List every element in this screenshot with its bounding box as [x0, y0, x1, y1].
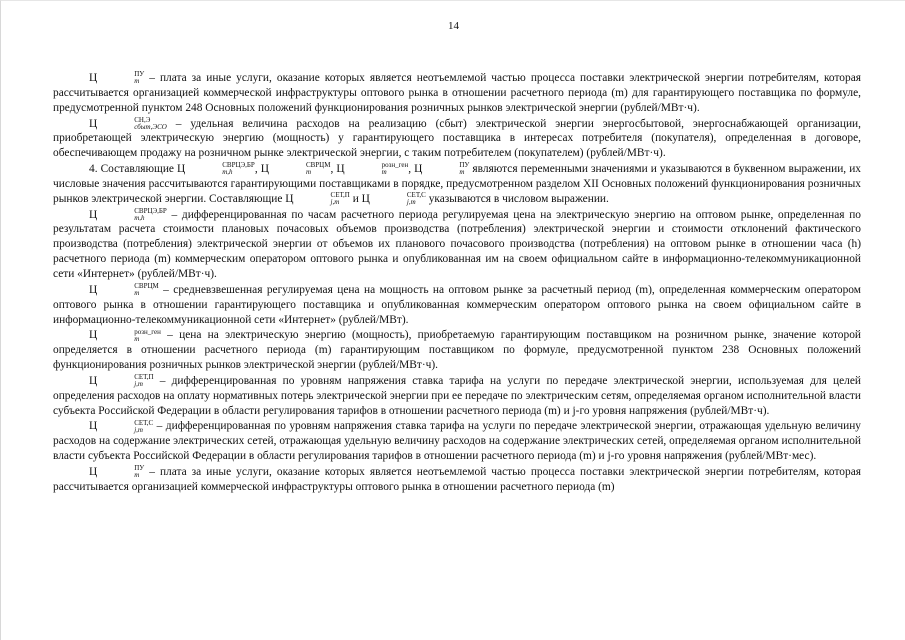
paragraph-text: – цена на электрическую энергию (мощность), приобретаемую гарантирующим поставщиком на розничном рынке, значение которой определяется в отношении расчетного периода (m) гарантирующим поставщиком по формуле, предусмотренной пунктом 238 Основных положений функционирования розничных рынков электрической энергии (рублей/МВт·ч).: [53, 329, 861, 372]
price-symbol: Ц СВРЦМ m: [260, 161, 331, 177]
symbol-subscript: m: [134, 334, 140, 343]
symbol-subscript: j,m: [134, 425, 143, 434]
paragraph-text: – средневзвешенная регулируемая цена на мощность на оптовом рынке за расчетный период (m), определенная коммерческим оператором оптового рынка в отношении гарантирующего поставщика и опубликованная коммерческим оператором оптового рынка на своем официальном сайте в информационно-телекоммуникационной сети «Интернет» (рублей/МВт).: [53, 283, 861, 326]
symbol-subscript: m,h: [134, 213, 145, 222]
symbol-superscript: СВРЦМ: [305, 161, 331, 170]
price-symbol: Ц СВРЦЭ,БР m,h: [177, 161, 255, 177]
paragraph-text: являются переменными значениями и указываются в буквенном выражении, их числовые значения рассчитываются гарантирующими поставщиками в порядке, предусмотренном разделом XII Основных положений функционирования розничных рынков электрической энергии. Составляющие: [53, 163, 861, 205]
paragraph-text: – дифференцированная по часам расчетного периода регулируемая цена на электрическую энергию на оптовом рынке, определенная по результатам расчета стоимости плановых почасовых объемов производства (потребления) электрической энергии и стоимости отклонений фактического производства (потребления) электрической энергии от объемов их планового почасового производства (потребления) на оптовом рынке в отношении часа (h) расчетного периода (m) коммерческим оператором оптового рынка и опубликованная им на своем официальном сайте в информационно-телекоммуникационной сети «Интернет» (рублей/МВт·ч).: [53, 208, 861, 280]
price-symbol: Ц ПУ m: [414, 161, 470, 177]
symbol-superscript: СВРЦМ: [134, 282, 159, 291]
paragraph-text: – плата за иные услуги, оказание которых является неотъемлемой частью процесса поставки электрической энергии потребителям, которая рассчитывается организацией коммерческой инфраструктуры оптового рынка в отношении расчетного периода (m) для гарантирующего поставщика по формуле, предусмотренной пунктом 248 Основных положений функционирования розничных рынков электрической энергии (рублей/МВт·ч).: [53, 72, 861, 114]
symbol-subscript: j,m: [330, 198, 340, 207]
paragraph: [53, 117, 861, 162]
paragraph: [53, 465, 861, 495]
symbol-superscript: СЕТ,П: [330, 191, 350, 200]
paragraph: [53, 374, 861, 419]
price-symbol: Ц СЕТ,С j,m: [89, 418, 154, 434]
symbol-subscript: m: [381, 168, 387, 177]
paragraph: [53, 208, 861, 282]
symbol-superscript: СЕТ,С: [406, 191, 426, 200]
price-symbol: Ц розн_ген m: [89, 327, 161, 343]
paragraph-text: – удельная величина расходов на реализацию (сбыт) электрической энергии энергосбытовой, энергоснабжающей организации, приобретающей электрическую энергию (мощность) у гарантирующего поставщика в интересах потребителя (покупателя), определенная в договоре, обеспечивающем продажу на розничном рынке электрической энергии, с таким потребителем (покупателем) (рублей/МВт·ч).: [53, 117, 861, 160]
symbol-superscript: ПУ: [134, 70, 145, 79]
price-symbol: Ц ПУ m: [89, 464, 145, 480]
symbol-subscript: m: [134, 471, 140, 480]
price-symbol: Ц СВРЦЭ,БР m,h: [89, 206, 167, 222]
symbol-subscript: m,h: [222, 168, 233, 177]
symbol-subscript: m: [134, 289, 140, 298]
symbol-superscript: ПУ: [134, 464, 145, 473]
symbol-subscript: j,m: [406, 198, 416, 207]
symbol-superscript: СВРЦЭ,БР: [134, 206, 167, 215]
symbol-subscript: m: [134, 77, 140, 86]
symbol-subscript: сбыт,ЭСО: [134, 122, 167, 131]
price-symbol: Ц СЕТ,С j,m: [361, 191, 426, 207]
paragraph: [53, 328, 861, 373]
paragraph: [53, 71, 861, 116]
page-number: 14: [448, 20, 459, 32]
paragraph: [53, 283, 861, 328]
price-symbol: Ц СЕТ,П j,m: [89, 373, 154, 389]
document-body: [53, 71, 861, 496]
price-symbol: Ц СВРЦМ m: [89, 282, 159, 298]
symbol-superscript: СВРЦЭ,БР: [222, 161, 255, 170]
paragraph: 4. Составляющие Ц СВРЦЭ,БР m,h , Ц СВРЦМ m , Ц розн_ген m , Ц ПУ m являются переменными значениями и указываются в буквенном выражении, их числовые значения рассчитываются гарантирующими поставщиками в порядке, предусмотренном разделом XII Основных положений функционирования розничных рынков электрической энергии. Составляющие Ц СЕТ,П j,m и Ц СЕТ,С j,m указываются в числовом выражении.: [53, 161, 861, 207]
symbol-subscript: j,m: [134, 380, 143, 389]
symbol-subscript: m: [305, 168, 311, 177]
price-symbol: Ц СН,Э сбыт,ЭСО: [89, 115, 167, 131]
paragraph: [53, 419, 861, 464]
price-symbol: Ц ПУ m: [89, 70, 145, 86]
paragraph-text: – дифференцированная по уровням напряжения ставка тарифа на услуги по передаче электрической энергии, отражающая удельную величину расходов на содержание электрических сетей, отражающая удельную величину расходов на содержание электрических сетей, определяемая органом исполнительной власти субъекта Российской Федерации в области регулирования тарифов в отношении расчетного периода (m) и j-го уровня напряжения (рублей/МВт·мес).: [53, 420, 861, 463]
symbol-superscript: СЕТ,П: [134, 373, 154, 382]
paragraph-text: – дифференцированная по уровням напряжения ставка тарифа на услуги по передаче электрической энергии, используемая для целей определения расходов на оплату нормативных потерь электрической энергии при ее передаче по электрическим сетям, определяемая органом исполнительной власти субъекта Российской Федерации в области регулирования тарифов в отношении расчетного периода (m) и j-го уровня напряжения (рублей/МВт·ч).: [53, 374, 861, 417]
paragraph-text: – плата за иные услуги, оказание которых является неотъемлемой частью процесса поставки электрической энергии потребителям, которая рассчитывается организацией коммерческой инфраструктуры оптового рынка в отношении расчетного периода (m): [53, 465, 861, 493]
symbol-superscript: СЕТ,С: [134, 418, 154, 427]
symbol-subscript: m: [459, 168, 465, 177]
symbol-superscript: СН,Э: [134, 115, 151, 124]
paragraph-text: указываются в числовом выражении.: [425, 192, 609, 205]
symbol-superscript: ПУ: [459, 161, 470, 170]
symbol-superscript: розн_ген: [134, 327, 161, 336]
price-symbol: Ц розн_ген m: [336, 161, 409, 177]
symbol-superscript: розн_ген: [381, 161, 409, 170]
price-symbol: Ц СЕТ,П j,m: [285, 191, 350, 207]
